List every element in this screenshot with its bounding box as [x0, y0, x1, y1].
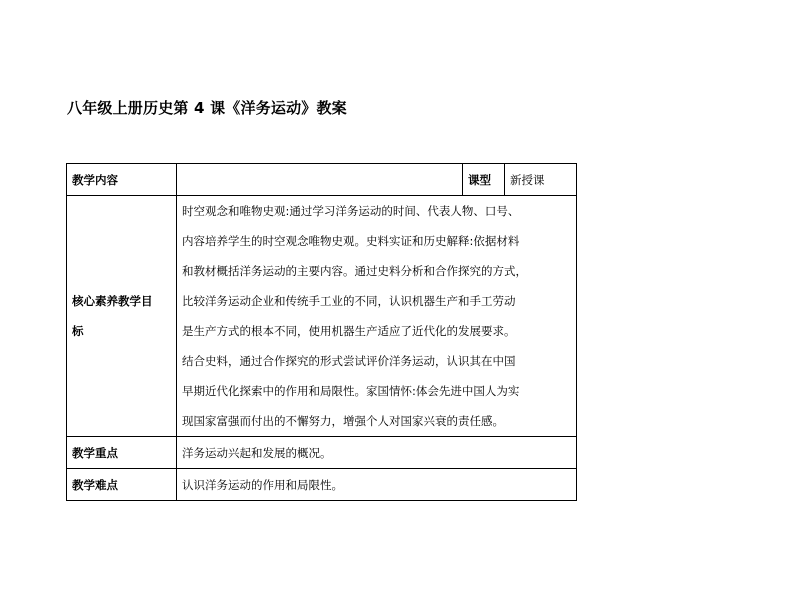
table-row-core-literacy	[67, 196, 577, 437]
table-row-content	[67, 164, 577, 196]
core-literacy-line: 内容培养学生的时空观念唯物史观。史料实证和历史解释:依据材料	[182, 234, 520, 248]
core-literacy-line: 比较洋务运动企业和传统手工业的不同，认识机器生产和手工劳动	[182, 294, 516, 308]
core-literacy-line: 和教材概括洋务运动的主要内容。通过史料分析和合作探究的方式，	[182, 264, 527, 278]
table-row-difficulty	[67, 469, 577, 501]
difficulty-label: 教学难点	[67, 469, 177, 501]
core-literacy-text	[177, 196, 577, 437]
lesson-type-label: 课型	[463, 164, 505, 196]
core-literacy-line: 是生产方式的根本不同，使用机器生产适应了近代化的发展要求。	[182, 324, 516, 338]
difficulty-value: 认识洋务运动的作用和局限性。	[177, 469, 577, 501]
table-row-key-point	[67, 437, 577, 469]
key-point-label: 教学重点	[67, 437, 177, 469]
lesson-type-value: 新授课	[505, 164, 577, 196]
core-literacy-line: 结合史料，通过合作探究的形式尝试评价洋务运动，认识其在中国	[182, 354, 516, 368]
core-literacy-line: 时空观念和唯物史观:通过学习洋务运动的时间、代表人物、口号、	[182, 204, 520, 218]
core-literacy-label-line: 标	[72, 324, 84, 338]
core-literacy-label-line: 核心素养教学目	[72, 294, 153, 308]
teaching-content-value	[177, 164, 463, 196]
lesson-plan-table	[66, 163, 577, 501]
page-title: 八年级上册历史第 4 课《洋务运动》教案	[67, 99, 347, 117]
core-literacy-label	[67, 196, 177, 437]
teaching-content-label: 教学内容	[67, 164, 177, 196]
key-point-value: 洋务运动兴起和发展的概况。	[177, 437, 577, 469]
core-literacy-line: 早期近代化探索中的作用和局限性。家国情怀:体会先进中国人为实	[182, 384, 520, 398]
core-literacy-line: 现国家富强而付出的不懈努力，增强个人对国家兴衰的责任感。	[182, 414, 504, 428]
